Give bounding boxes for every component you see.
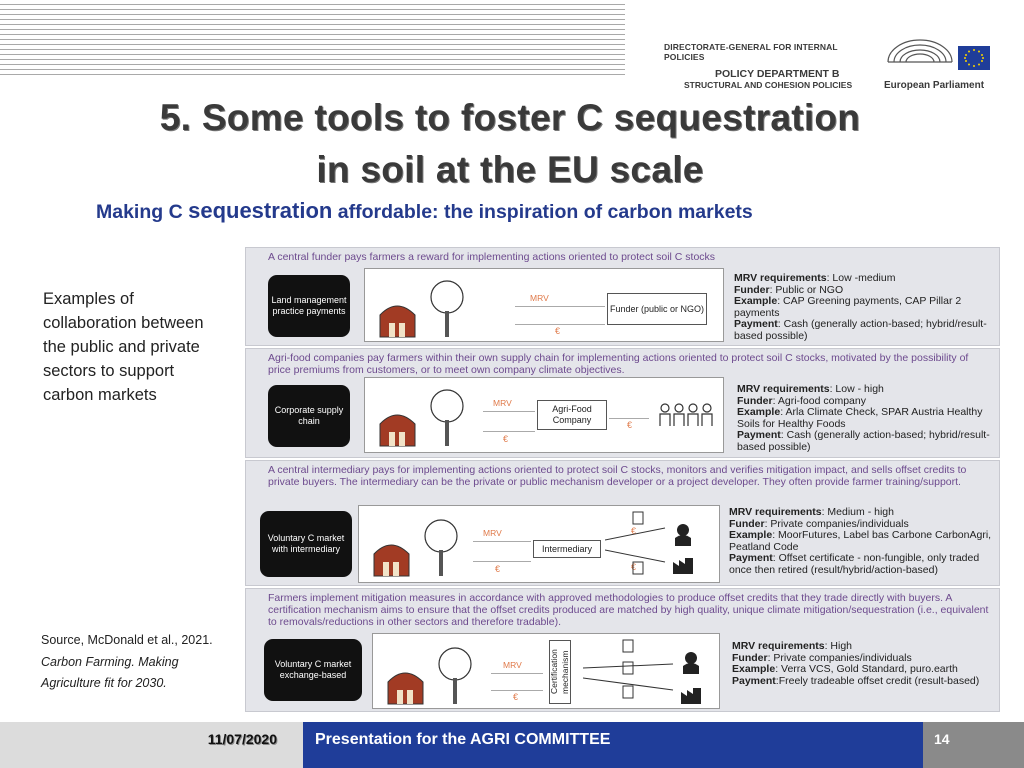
flow-mrv-label: MRV [483,528,502,538]
department-header [664,42,874,90]
payment-arrow [473,561,531,562]
mrv-req-label: MRV requirements [734,272,827,284]
header-stripes [0,0,625,78]
mrv-req-value: : Low - high [829,383,884,395]
mrv-req-value: : High [824,640,853,652]
flow-area [358,505,720,583]
panel-info [734,273,996,342]
mrv-arrow [483,411,535,412]
title-line-2: in soil at the EU scale [316,149,704,190]
panel-description: A central funder pays farmers a reward for implementing actions oriented to protect soil C stocks [268,251,716,263]
dept-line-3: STRUCTURAL AND COHESION POLICIES [684,80,853,90]
flow-euro-label: € [495,564,501,574]
panel-exchange-market [245,588,1000,712]
example-value: : CAP Greening payments, CAP Pillar 2 payments [734,295,962,319]
flow-area [364,377,724,453]
panel-corporate-supply-chain [245,348,1000,458]
example-value: : Arla Climate Check, SPAR Austria Healthy Soils for Healthy Foods [737,406,983,430]
panel-description: A central intermediary pays for implementing actions oriented to protect soil C stocks, monitors and verifies mitigation impact, and sells offset credits to private buyers. The intermediary can be the private or public mechanism developer or a project developer. They often provide farmer training/support. [268,464,967,488]
footer-date-area [0,722,303,768]
title-line-1: 5. Some tools to foster C sequestration [159,97,861,138]
mrv-req-label: MRV requirements [732,640,825,652]
panel-info [729,507,997,576]
subtitle-part-2: sequestration [188,198,333,223]
flow-mrv-label: MRV [493,398,512,408]
payment-value: : Cash (generally action-based; hybrid/result-based possible) [734,318,987,342]
consumer-arrow [609,418,649,419]
flow-area [364,268,724,342]
payment-arrow [483,431,535,432]
funder-label: Funder [732,651,768,664]
funder-label: Funder [734,283,770,296]
footer-page-area [923,722,1024,768]
funder-box: Funder (public or NGO) [607,293,707,325]
buyers-icon [605,510,705,580]
footer-title-area [303,722,923,768]
page-subtitle [96,198,753,224]
scheme-box: Voluntary C market exchange-based [264,639,362,701]
source-title: Carbon Farming. Making Agriculture fit for 2030. [41,654,179,690]
panel-info [732,641,996,687]
flow-mrv-label: MRV [530,293,549,303]
funder-label: Funder [729,517,765,530]
buyers-icon [583,638,713,708]
panel-intermediary-market [245,460,1000,586]
flow-area [372,633,720,709]
payment-label: Payment [737,429,781,441]
payment-label: Payment [729,552,773,564]
flow-mrv-label: MRV [503,660,522,670]
mrv-req-value: : Medium - high [821,506,894,518]
payment-value: : Cash (generally action-based; hybrid/result-based possible) [737,429,990,453]
mrv-arrow [491,673,543,674]
payment-value: : Offset certificate - non-fungible, only traded once then retired (result/hybrid/action-based) [729,552,980,576]
flow-euro-label: € [503,434,509,444]
footer-date: 11/07/2020 [207,731,277,747]
consumers-icon [657,400,717,430]
subtitle-part-1: Making C [96,201,189,223]
page-number: 14 [934,731,950,747]
example-label: Example [734,295,778,307]
slide-footer [0,722,1024,768]
certification-box: Certification mechanism [549,640,571,704]
mrv-req-value: : Low -medium [826,272,896,284]
logo-label: European Parliament [884,80,985,91]
left-description: Examples of collaboration between the public and private sectors to support carbon markets [43,290,204,404]
funder-value: : Agri-food company [772,394,866,407]
mrv-req-label: MRV requirements [737,383,830,395]
footer-presentation-title: Presentation for the AGRI COMMITTEE [315,731,611,748]
payment-value: :Freely tradeable offset credit (result-based) [775,674,980,687]
agri-food-company-box: Agri-Food Company [537,400,607,430]
source-citation [41,630,221,695]
page-title [30,92,990,196]
source-prefix: Source, McDonald et al., 2021. [41,633,213,647]
panel-description: Agri-food companies pay farmers within their own supply chain for implementing actions oriented to protect soil C stocks, motivated by the possibility of price premiums from customers, or to meet own company climate objectives. [268,352,969,376]
flow-euro-label-3: € [631,562,637,572]
mrv-req-label: MRV requirements [729,506,822,518]
flow-euro-label-2: € [631,526,637,536]
flow-euro-label: € [555,326,561,336]
funder-value: : Private companies/individuals [767,651,912,664]
funder-value: : Private companies/individuals [764,517,909,530]
farm-icon [369,514,479,578]
farm-icon [375,384,495,448]
example-label: Example [737,406,781,418]
panel-central-funder [245,247,1000,346]
payment-label: Payment [734,318,778,330]
payment-arrow [515,324,605,325]
subtitle-part-3: affordable: the inspiration of carbon markets [332,201,753,223]
carbon-market-diagram [245,247,1000,712]
dept-line-1: DIRECTORATE-GENERAL FOR INTERNAL POLICIES [664,42,838,62]
dept-line-2: POLICY DEPARTMENT B [715,68,840,80]
mrv-arrow [515,306,605,307]
example-label: Example [732,663,776,675]
panel-info [737,384,997,453]
scheme-box: Voluntary C market with intermediary [260,511,352,577]
farm-icon [375,275,525,339]
farm-icon [383,642,493,706]
funder-label: Funder [737,394,773,407]
example-value: : MoorFutures, Label bas Carbone CarbonAgri, Peatland Code [729,529,992,553]
flow-euro-label: € [513,692,519,702]
example-value: : Verra VCS, Gold Standard, puro.earth [775,663,958,675]
funder-value: : Public or NGO [769,283,844,296]
example-label: Example [729,529,773,541]
mrv-arrow [473,541,531,542]
payment-arrow [491,690,543,691]
scheme-box: Corporate supply chain [268,385,350,447]
panel-description: Farmers implement mitigation measures in accordance with approved methodologies to produce offset credits that they trade directly with buyers. A certification mechanism aims to ensure that the offset credits produced are matched by high quality, unique climate mitigation/sequestration (i.e., equivalent to removals/reductions in other sectors and therefore tradable). [268,592,989,628]
payment-label: Payment [732,674,776,687]
flow-euro-label-2: € [627,420,633,430]
scheme-box: Land management practice payments [268,275,350,337]
intermediary-box: Intermediary [533,540,601,558]
